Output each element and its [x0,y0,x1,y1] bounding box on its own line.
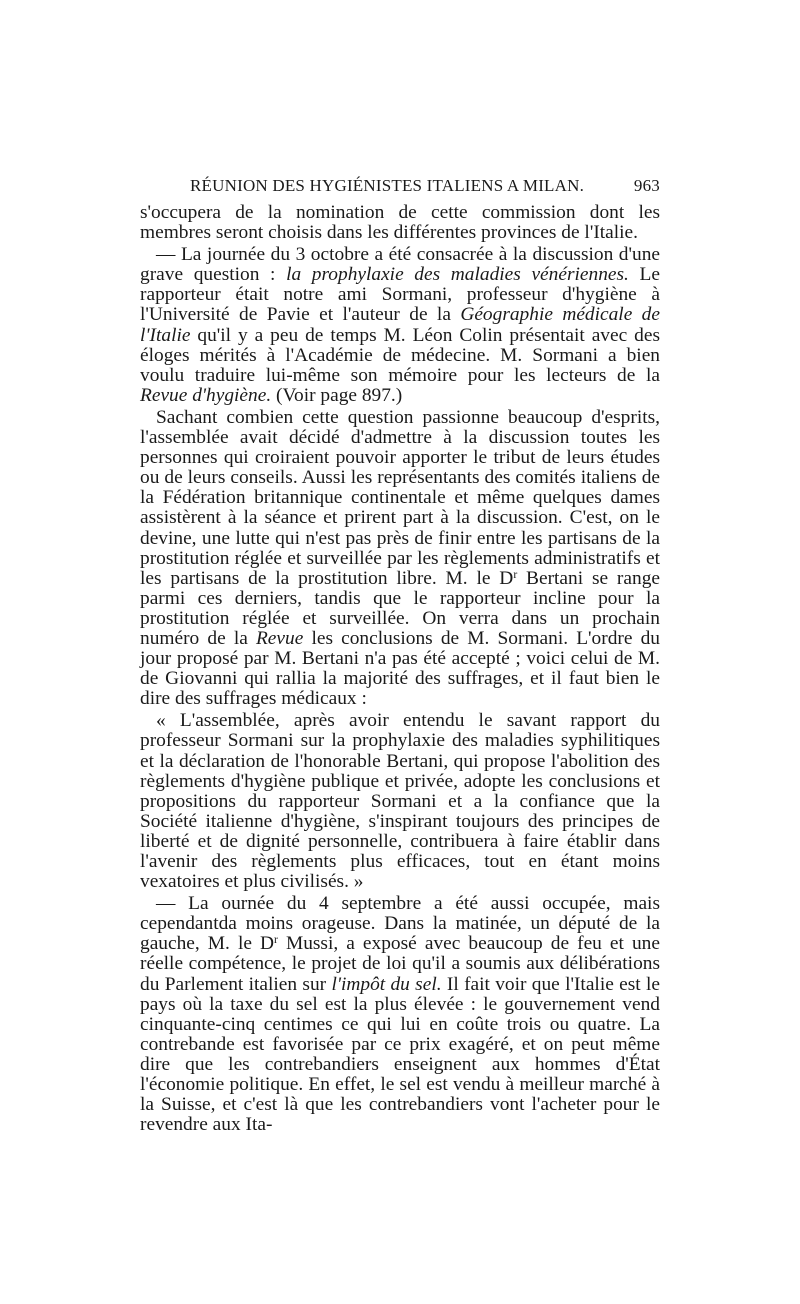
paragraph [140,203,660,243]
italic-text: Revue [255,627,304,649]
text-run: les conclusions de M. Sormani. L'ordre du jour proposé par M. Bertani n'a pas été accepté ; voici celui de M. de Giovanni qui rallia la majorité des suffrages, et il faut bien le dire des suffrages médicaux : [140,627,660,710]
page-number: 963 [633,176,660,195]
text-run: Bertani se range parmi ces derniers, tandis que le rapporteur incline pour la prostitution réglée et surveillée. On verra dans un prochain numéro de la [140,567,660,649]
text-run: s'occupera de la nomination de cette commission dont les membres seront choisis dans les différentes provinces de l'Italie. [140,202,660,244]
paragraph [140,408,660,709]
text-run: Mussi, a exposé avec beaucoup de feu et une réelle compétence, le projet de loi qu'il a soumis aux délibérations du Parlement italien sur [140,933,660,995]
italic-text: l'impôt du sel. [331,973,442,995]
running-title: RÉUNION DES HYGIÉNISTES ITALIENS A MILAN. [190,176,585,195]
superscript-text: r [274,933,278,947]
italic-text: Géographie médicale de l'Italie [140,304,660,346]
text-run: — La ournée du 4 septembre a été aussi occupée, mais cependantda moins orageuse. Dans la matinée, un député de la gauche, M. le D [140,893,660,955]
superscript-text: r [513,567,518,581]
italic-text: la prophylaxie des maladies vénériennes. [286,264,629,286]
paragraph [140,894,660,1135]
text-run: Le rapporteur était notre ami Sormani, professeur d'hygiène à l'Université de Pavie et l'auteur de la [140,264,660,326]
italic-text: Revue d'hygiène. [140,384,272,406]
text-run: (Voir page 897.) [271,384,403,406]
text-run: — La journée du 3 octobre a été consacrée à la discussion d'une grave question : [140,244,660,286]
text-run: Sachant combien cette question passionne beaucoup d'esprits, l'assemblée avait décidé d'admettre à la discussion toutes les personnes qui croiraient pouvoir apporter le tribut de leurs études ou de leurs conseils. Aussi les représentants des comités italiens de la Fédération britannique continentale et même quelques dames assistèrent à la séance et prirent part à la discussion. C'est, on le devine, une lutte qui n'est pas près de finir entre les partisans de la prostitution réglée et surveillée par les règlements administratifs et les partisans de la prostitution libre. M. le D [140,406,660,589]
text-run: Il fait voir que l'Italie est le pays où la taxe du sel est la plus élevée : le gouvernement vend cinquante-cinq centimes ce qui lui en coûte trois ou quatre. La contrebande est favorisée par ce prix exagéré, et on peut même dire que les contrebandiers enseignent aux hommes d'État l'économie politique. En effet, le sel est vendu à meilleur marché à la Suisse, et c'est là que les contrebandiers vont l'acheter pour le revendre aux Ita- [140,973,660,1136]
paragraph [140,711,660,892]
page-header [140,176,660,196]
body-text [140,203,660,1137]
paragraph [140,245,660,406]
text-run: qu'il y a peu de temps M. Léon Colin présentait avec des éloges mérités à l'Académie de médecine. M. Sormani a bien voulu traduire lui-même son mémoire pour les lecteurs de la [140,324,660,386]
text-run: « L'assemblée, après avoir entendu le savant rapport du professeur Sormani sur la prophylaxie des maladies syphilitiques et la déclaration de l'honorable Bertani, qui propose l'abolition des règlements d'hygiène publique et privée, adopte les conclusions et propositions du rapporteur Sormani et a la confiance que la Société italienne d'hygiène, s'inspirant toujours des principes de liberté et de dignité personnelle, contribuera à faire établir dans l'avenir des règlements plus efficaces, tout en étant moins vexatoires et plus civilisés. » [140,710,660,893]
